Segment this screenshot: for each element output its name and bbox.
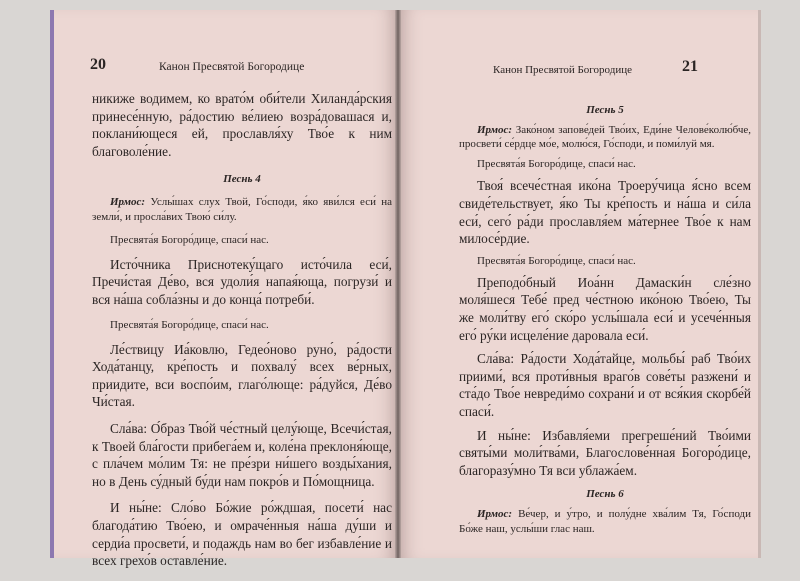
page-number: 20 bbox=[90, 56, 106, 73]
theotokion-paragraph: И ны́не: Сло́во Бо́жие ро́ждшая, посети́ нас благода́тию Тво́ею, и омраче́нныя на́ша ду́ши и серди́а просвети́, и подаждь нам во бег избавле́ние и всех грехо́в оставле́ние. bbox=[92, 500, 392, 569]
song-4-heading: Песнь 4 bbox=[223, 173, 261, 186]
refrain: Пресвята́я Богоро́дице, спаси́ нас. bbox=[477, 254, 636, 267]
right-page-text bbox=[459, 103, 751, 536]
irmos-label: Ирмос: bbox=[477, 124, 513, 136]
refrain: Пресвята́я Богоро́дице, спаси́ нас. bbox=[110, 233, 269, 246]
left-page-text bbox=[92, 90, 392, 570]
intro-paragraph: никиже водимем, ко врато́м оби́тели Хиланда́рския принесе́нную, ра́достию ве́лиею возра́довашася и, поклани́ющеся ей, прославля́ху Тво́е к ним благоволе́ние. bbox=[92, 91, 392, 159]
running-title: Канон Пресвятой Богородице bbox=[159, 61, 305, 73]
troparion-paragraph: Исто́чника Приснотеку́щаго исто́чила еси́, Пречи́стая Де́во, вся удоли́я напая́юща, погрузи́ и вся на́ша собла́зны и до конца́ потреби́. bbox=[92, 256, 392, 307]
page-number: 21 bbox=[682, 58, 698, 75]
refrain: Пресвята́я Богоро́дице, спаси́ нас. bbox=[110, 318, 269, 331]
troparion-paragraph: Преподо́бный Иоа́нн Дамаски́н сле́зно моля́шеся Тебе́ пред че́стною ико́ною Тво́ею, Ты же моли́тву его́ ско́ро услы́шала еси́ и усече́нныя его́ ру́ки исцеле́ние даровала еси́. bbox=[459, 274, 751, 343]
irmos-label: Ирмос: bbox=[110, 196, 146, 209]
glory-paragraph: Сла́ва: Ра́дости Хода́тайце, мольбы́ раб Тво́их приими́, вся проти́вныя враго́в сове́ты разжени́ и ста́до Тво́е невреди́мо сохрани́ и от вся́кия скорбе́й спаси́. bbox=[459, 351, 751, 419]
refrain: Пресвята́я Богоро́дице, спаси́ нас. bbox=[477, 158, 636, 171]
glory-paragraph: Сла́ва: О́браз Тво́й че́стный целу́юще, Всечи́стая, к Твоей бла́гости прибега́ем и, коле́на преклоня́юще, с пла́чем мо́лим Тя: не пре́зри ни́шего возды́хания, но в День су́дный бу́ди нам покро́в и По́мощница. bbox=[92, 420, 392, 489]
troparion-paragraph: Ле́ствицу Иа́ковлю, Гедео́ново руно́, ра́дости Хода́танцу, кре́пость и похвалу́ всех ве́рных, приидите, вси воспо́им, глаго́люще: ра́дуйся, Де́во Чи́стая. bbox=[92, 341, 392, 410]
irmos bbox=[92, 195, 392, 223]
irmos-text: Ве́чер, и у́тро, и полу́дне хва́лим Тя, Го́споди Бо́же наш, услы́ши глас наш. bbox=[459, 508, 751, 535]
irmos-label: Ирмос: bbox=[477, 508, 513, 521]
irmos-text: Зако́ном запове́дей Тво́их, Еди́не Челове́колю́бче, просвети́ се́рдце мо́е, молю́ся, Го́споди, и поми́луй мя. bbox=[459, 124, 752, 151]
song-6-heading: Песнь 6 bbox=[586, 488, 624, 501]
troparion-paragraph: Твоя́ всече́стная ико́на Троеру́чица я́сно всем свиде́тельствует, я́ко Ты кре́пость и на́ша и си́ла еси́, сего́ ра́ди прославля́ем ма́тернее Тво́е к нам милосе́рдие. bbox=[459, 178, 751, 247]
left-page bbox=[50, 10, 395, 569]
right-page bbox=[401, 10, 761, 558]
song-5-heading: Песнь 5 bbox=[586, 104, 624, 116]
running-title: Канон Пресвятой Богородице bbox=[493, 64, 632, 76]
irmos bbox=[459, 507, 751, 535]
theotokion-paragraph: И ны́не: Избавля́еми прегреше́ний Тво́ими святы́ми моли́тва́ми, Благослове́нная Богоро́дице, благоразу́мно Тя вси ублажа́ем. bbox=[459, 427, 751, 478]
irmos bbox=[459, 123, 751, 151]
irmos-text: Услы́шах слух Твой, Го́споди, я́ко яви́лся еси́ на земли́, и просла́вих Твою́ си́лу. bbox=[92, 196, 393, 223]
